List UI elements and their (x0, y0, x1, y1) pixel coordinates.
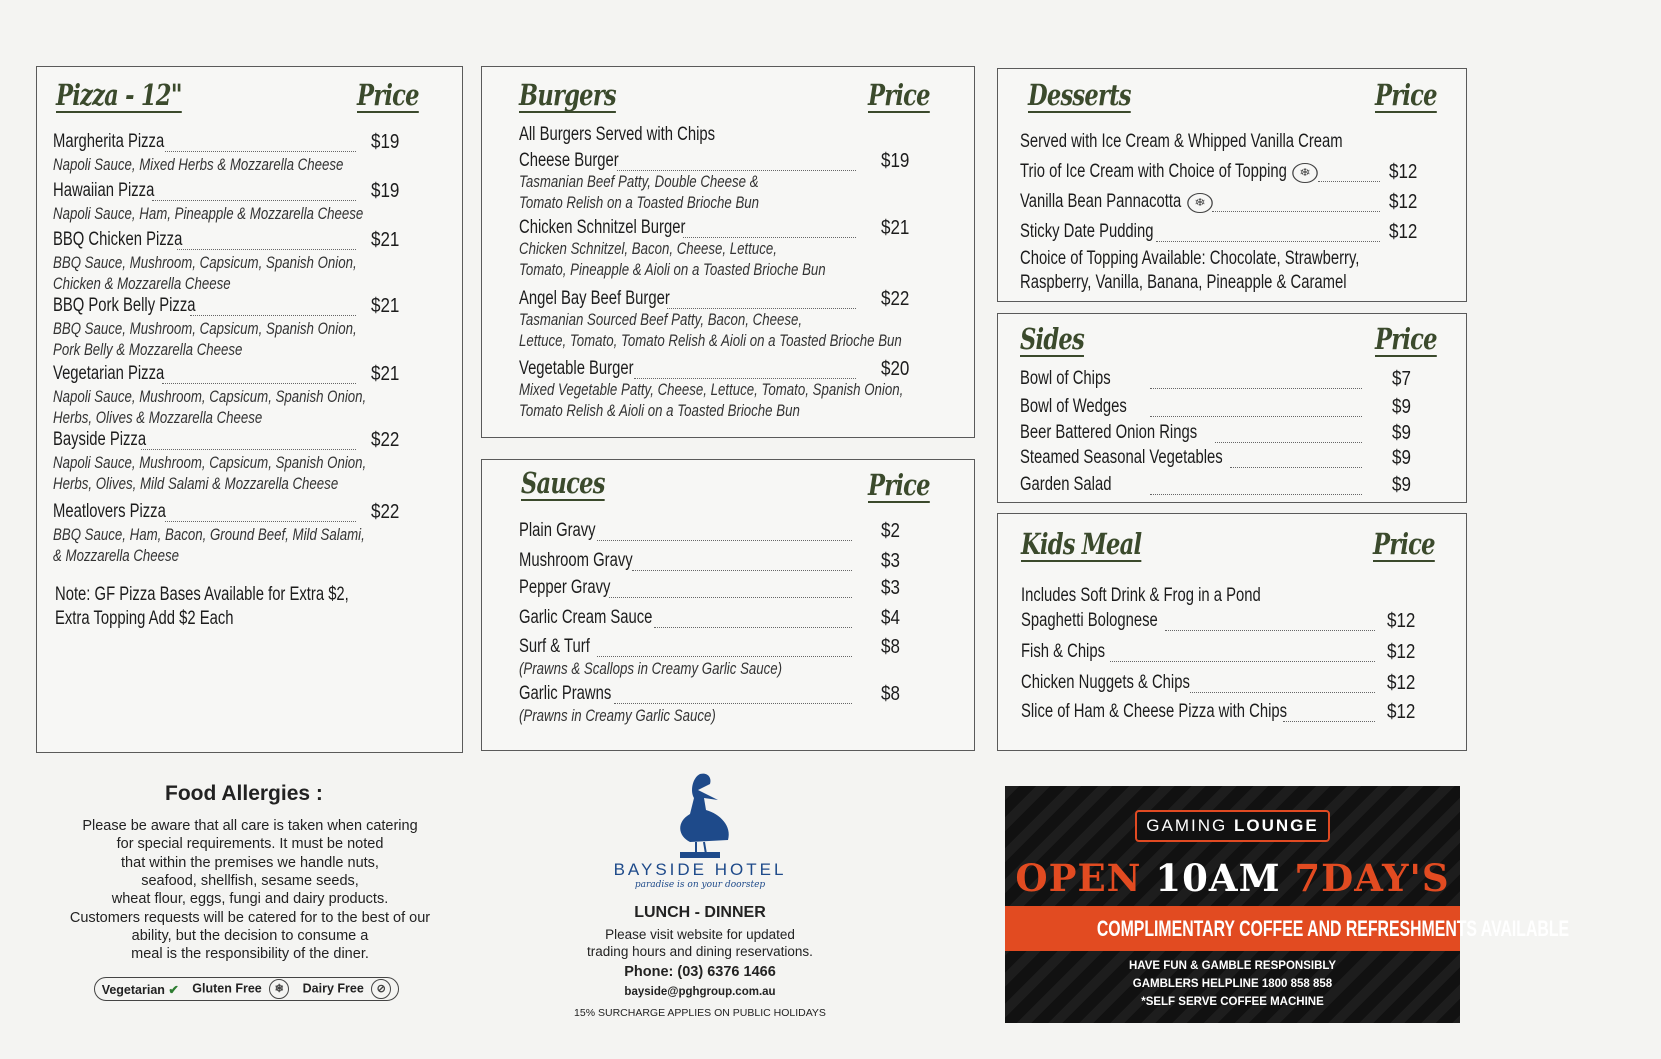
kids-item-price: $12 (1387, 610, 1416, 632)
sauces-item-name: Surf & Turf (519, 636, 590, 657)
burgers-intro: All Burgers Served with Chips (519, 124, 716, 145)
pizza-item-description: Pork Belly & Mozzarella Cheese (53, 340, 243, 359)
burgers-item-leader (617, 170, 856, 171)
sides-item-leader (1150, 416, 1362, 417)
burgers-price-heading: Price (868, 78, 930, 112)
open-word: OPEN (1015, 856, 1142, 900)
burger-item-description: Tasmanian Sourced Beef Patty, Bacon, Cheese, (519, 310, 803, 329)
sides-item-leader (1150, 388, 1362, 389)
pizza-item-price: $19 (371, 131, 400, 153)
pizza-item-description: Herbs, Olives, Mild Salami & Mozzarella Cheese (53, 474, 339, 493)
dietary-legend (94, 977, 399, 1001)
kids-item-leader (1165, 630, 1375, 631)
pizza-item-leader (162, 383, 356, 384)
hotel-email[interactable]: bayside@pghgroup.com.au (624, 986, 776, 998)
desserts-item-name: Vanilla Bean Pannacotta (1020, 191, 1182, 212)
kids-intro: Includes Soft Drink & Frog in a Pond (1021, 585, 1261, 606)
burgers-item-leader (634, 378, 856, 379)
kids-item-leader (1110, 661, 1375, 662)
hotel-name: BAYSIDE HOTEL (613, 860, 787, 879)
sauces-item-price: $3 (881, 550, 900, 572)
pizza-item-description: Napoli Sauce, Ham, Pineapple & Mozzarella Cheese (53, 204, 364, 223)
hotel-surcharge: 15% SURCHARGE APPLIES ON PUBLIC HOLIDAYS (574, 1007, 826, 1019)
pizza-item-leader (165, 521, 356, 522)
desserts-item-price: $12 (1389, 161, 1418, 183)
sauces-item-leader (632, 570, 852, 571)
pizza-item-description: & Mozzarella Cheese (53, 546, 180, 565)
burgers-item-name: Angel Bay Beef Burger (519, 288, 670, 309)
sides-item-leader (1215, 442, 1362, 443)
kids-price-heading: Price (1373, 527, 1435, 561)
desserts-item-leader (1318, 181, 1380, 182)
burgers-item-price: $19 (881, 150, 910, 172)
sauces-item-price: $4 (881, 607, 900, 629)
sauces-item-price: $8 (881, 636, 900, 658)
sauces-item-leader (614, 703, 852, 704)
pizza-item-description: Napoli Sauce, Mushroom, Capsicum, Spanish Onion, (53, 453, 367, 472)
burger-item-description: Tasmanian Beef Patty, Double Cheese & (519, 172, 759, 191)
kids-item-price: $12 (1387, 701, 1416, 723)
sides-item-leader (1230, 467, 1362, 468)
sides-item-price: $7 (1392, 368, 1411, 390)
pizza-item-price: $21 (371, 229, 400, 251)
pelican-logo-icon (660, 770, 740, 860)
burger-item-description: Lettuce, Tomato, Tomato Relish & Aioli on a Toasted Brioche Bun (519, 331, 902, 350)
gluten-free-icon: ❄ (1187, 193, 1213, 213)
burgers-item-name: Vegetable Burger (519, 358, 634, 379)
sauce-item-description: (Prawns in Creamy Garlic Sauce) (519, 706, 716, 725)
pizza-item-price: $21 (371, 295, 400, 317)
pizza-title: Pizza - 12" (56, 78, 182, 112)
pizza-item-description: Herbs, Olives & Mozzarella Cheese (53, 408, 263, 427)
desserts-item-icon (1287, 163, 1315, 183)
sides-item-price: $9 (1392, 447, 1411, 469)
desserts-price-heading: Price (1375, 78, 1437, 112)
pizza-item-leader (177, 249, 356, 250)
burgers-item-price: $21 (881, 217, 910, 239)
legend-dairy-free (303, 979, 392, 999)
refreshments-text: COMPLIMENTARY COFFEE AND REFRESHMENTS AVAILABLE (1096, 916, 1570, 941)
kids-title: Kids Meal (1021, 527, 1142, 561)
sauces-title: Sauces (521, 466, 605, 500)
sauces-item-name: Plain Gravy (519, 520, 596, 541)
pizza-item-name: Hawaiian Pizza (53, 180, 155, 201)
pizza-note-line-2: Extra Topping Add $2 Each (55, 608, 234, 629)
legend-gluten-free (192, 979, 289, 999)
gluten-free-icon: ❄ (269, 979, 289, 999)
refreshments-bar (1005, 906, 1570, 951)
pizza-item-description: BBQ Sauce, Mushroom, Capsicum, Spanish Onion, (53, 319, 357, 338)
legend-vegetarian (102, 982, 179, 997)
pizza-item-description: Napoli Sauce, Mushroom, Capsicum, Spanish Onion, (53, 387, 367, 406)
desserts-intro: Served with Ice Cream & Whipped Vanilla Cream (1020, 131, 1343, 152)
sauces-item-leader (597, 540, 852, 541)
burgers-item-name: Cheese Burger (519, 150, 619, 171)
desserts-item-leader (1212, 211, 1380, 212)
sauces-item-name: Pepper Gravy (519, 577, 611, 598)
opening-hours-heading (1005, 856, 1460, 900)
dairy-free-icon: ⊘ (371, 979, 391, 999)
burgers-title: Burgers (519, 78, 616, 112)
kids-item-name: Chicken Nuggets & Chips (1021, 672, 1190, 693)
pizza-item-name: BBQ Chicken Pizza (53, 229, 183, 250)
desserts-item-price: $12 (1389, 221, 1418, 243)
desserts-toppings-line-2: Raspberry, Vanilla, Banana, Pineapple & Caramel (1020, 272, 1347, 293)
sides-item-name: Steamed Seasonal Vegetables (1020, 447, 1223, 468)
pizza-item-price: $22 (371, 501, 400, 523)
sides-title: Sides (1020, 322, 1084, 356)
pizza-item-leader (152, 200, 356, 201)
sides-item-price: $9 (1392, 396, 1411, 418)
sides-item-leader (1150, 494, 1362, 495)
sauces-item-price: $2 (881, 520, 900, 542)
sauces-item-leader (597, 656, 852, 657)
burgers-item-leader (683, 237, 856, 238)
pizza-item-description: Chicken & Mozzarella Cheese (53, 274, 231, 293)
sides-item-name: Garden Salad (1020, 474, 1112, 495)
pizza-item-name: Vegetarian Pizza (53, 363, 165, 384)
gaming-label-part-1: GAMING (1146, 816, 1228, 835)
gamblers-helpline: GAMBLERS HELPLINE 1800 858 858 (1132, 978, 1333, 990)
legend-dairy-free-label: Dairy Free (302, 981, 364, 996)
kids-item-leader (1283, 721, 1375, 722)
pizza-item-description: Napoli Sauce, Mixed Herbs & Mozzarella Cheese (53, 155, 344, 174)
pizza-item-name: BBQ Pork Belly Pizza (53, 295, 196, 316)
sauces-price-heading: Price (868, 468, 930, 502)
kids-item-name: Slice of Ham & Cheese Pizza with Chips (1021, 701, 1288, 722)
kids-item-name: Fish & Chips (1021, 641, 1106, 662)
vegetarian-icon: ✔ (168, 982, 179, 997)
allergy-text-line: seafood, shellfish, sesame seeds, (141, 872, 359, 889)
hotel-phone: Phone: (03) 6376 1466 (624, 964, 776, 980)
burger-item-description: Chicken Schnitzel, Bacon, Cheese, Lettuce, (519, 239, 777, 258)
desserts-item-leader (1156, 241, 1380, 242)
allergy-text-line: for special requirements. It must be noted (116, 836, 384, 853)
hotel-visit-line-2: trading hours and dining reservations. (587, 944, 813, 959)
pizza-item-description: BBQ Sauce, Ham, Bacon, Ground Beef, Mild Salami, (53, 525, 365, 544)
sides-item-name: Bowl of Chips (1020, 368, 1111, 389)
burger-item-description: Tomato Relish & Aioli on a Toasted Brioche Bun (519, 401, 800, 420)
sauces-item-name: Mushroom Gravy (519, 550, 633, 571)
burgers-item-name: Chicken Schnitzel Burger (519, 217, 686, 238)
sauces-item-leader (609, 597, 852, 598)
pizza-item-leader (190, 315, 356, 316)
allergy-text-line: Customers requests will be catered for to the best of our (69, 909, 431, 926)
pizza-item-price: $21 (371, 363, 400, 385)
pizza-item-name: Margherita Pizza (53, 131, 165, 152)
kids-item-price: $12 (1387, 641, 1416, 663)
hotel-service: LUNCH - DINNER (634, 904, 766, 921)
pizza-item-price: $19 (371, 180, 400, 202)
gaming-lounge-label (1135, 810, 1330, 842)
gaming-lounge-banner (1005, 786, 1570, 1023)
pizza-item-leader (165, 151, 356, 152)
allergies-title: Food Allergies : (165, 782, 323, 805)
pizza-note-line-1: Note: GF Pizza Bases Available for Extra $2, (55, 584, 349, 605)
allergy-text-line: wheat flour, eggs, fungi and dairy products. (111, 891, 389, 908)
desserts-item-name: Trio of Ice Cream with Choice of Topping (1020, 161, 1287, 182)
open-time: 10AM (1155, 856, 1281, 900)
pizza-item-leader (141, 449, 356, 450)
pizza-item-description: BBQ Sauce, Mushroom, Capsicum, Spanish Onion, (53, 253, 357, 272)
legend-vegetarian-label: Vegetarian (101, 982, 165, 997)
gluten-free-icon: ❄ (1292, 163, 1318, 183)
coffee-machine-note: *SELF SERVE COFFEE MACHINE (1141, 996, 1324, 1008)
pizza-item-name: Bayside Pizza (53, 429, 147, 450)
sides-item-name: Beer Battered Onion Rings (1020, 422, 1198, 443)
sides-item-price: $9 (1392, 474, 1411, 496)
desserts-item-name: Sticky Date Pudding (1020, 221, 1154, 242)
sauce-item-description: (Prawns & Scallops in Creamy Garlic Sauce) (519, 659, 783, 678)
sauces-item-leader (654, 627, 852, 628)
burgers-item-price: $22 (881, 288, 910, 310)
kids-item-leader (1190, 692, 1375, 693)
pizza-item-price: $22 (371, 429, 400, 451)
burgers-item-leader (667, 308, 856, 309)
sauces-item-name: Garlic Cream Sauce (519, 607, 653, 628)
kids-item-name: Spaghetti Bolognese (1021, 610, 1158, 631)
desserts-item-price: $12 (1389, 191, 1418, 213)
desserts-toppings-line-1: Choice of Topping Available: Chocolate, Strawberry, (1020, 248, 1360, 269)
pizza-item-name: Meatlovers Pizza (53, 501, 166, 522)
burger-item-description: Tomato Relish on a Toasted Brioche Bun (519, 193, 760, 212)
allergy-text-line: meal is the responsibility of the diner. (131, 946, 369, 963)
burger-item-description: Mixed Vegetable Patty, Cheese, Lettuce, Tomato, Spanish Onion, (519, 380, 904, 399)
allergy-text-line: ability, but the decision to consume a (131, 927, 369, 944)
kids-item-price: $12 (1387, 672, 1416, 694)
open-days: 7DAY'S (1294, 856, 1450, 900)
sides-item-price: $9 (1392, 422, 1411, 444)
legend-gluten-free-label: Gluten Free (192, 981, 262, 996)
allergy-text-line: Please be aware that all care is taken when catering (82, 818, 418, 834)
gaming-label-part-2: LOUNGE (1233, 816, 1319, 835)
gamble-responsibly: HAVE FUN & GAMBLE RESPONSIBLY (1128, 960, 1337, 972)
sides-price-heading: Price (1375, 322, 1437, 356)
desserts-title: Desserts (1028, 78, 1131, 112)
allergy-text-line: that within the premises we handle nuts, (121, 854, 379, 871)
sauces-item-price: $8 (881, 683, 900, 705)
desserts-item-icon (1182, 193, 1210, 213)
hotel-tagline: paradise is on your doorstep (634, 880, 766, 890)
burger-item-description: Tomato, Pineapple & Aioli on a Toasted Brioche Bun (519, 260, 826, 279)
hotel-visit-line-1: Please visit website for updated (605, 927, 795, 942)
sauces-item-price: $3 (881, 577, 900, 599)
sauces-item-name: Garlic Prawns (519, 683, 612, 704)
pizza-price-heading: Price (357, 78, 419, 112)
burgers-item-price: $20 (881, 358, 910, 380)
sides-item-name: Bowl of Wedges (1020, 396, 1127, 417)
